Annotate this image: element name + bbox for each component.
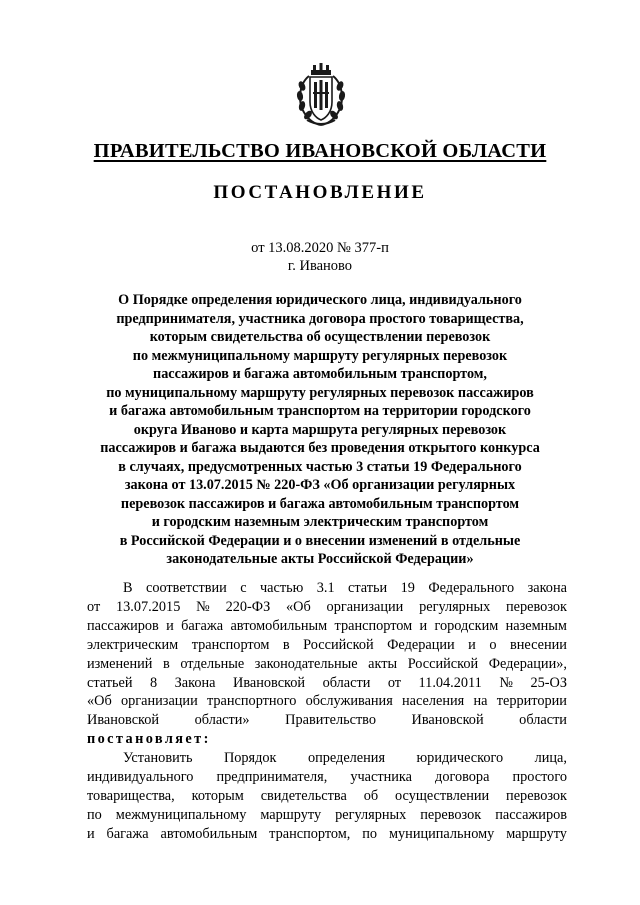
word: наземным [505,617,567,634]
word: договора [435,769,490,786]
word: Правительство [285,712,376,729]
word: перевозок [420,806,482,823]
word: Федерации [387,636,455,653]
word: закона [527,580,567,596]
word: частью [259,580,304,596]
word: «Об [87,693,112,710]
word: которым [191,787,244,804]
word: № [499,674,513,691]
word: Ивановской [87,712,160,729]
word: акты [368,655,398,672]
subject-line: перевозок пассажиров и багажа автомобильным транспортом [120,495,520,512]
word: перевозок [506,787,567,804]
subject-line: закона от 13.07.2015 № 220-ФЗ «Об организации регулярных [124,477,516,493]
word: области» [194,712,250,729]
word: В [123,580,133,596]
word: пассажиров [495,806,567,823]
resolves-word: постановляет: [87,731,211,748]
word: статьей [87,674,133,691]
word: и [166,617,174,634]
word: изменений [87,655,153,672]
date-number: от 13.08.2020 № 377-п [251,240,389,256]
word: населения [402,693,465,710]
body-line [87,749,567,768]
word: в [282,636,290,653]
word: автомобильным [160,825,258,842]
word: городским [434,617,499,634]
subject-line: и городским наземным электрическим транспортом [151,514,489,530]
word: лица, [534,750,567,767]
body-line [87,674,567,693]
subject-line: округа Иваново и карта маршрута регулярных перевозок [133,421,507,438]
word: регулярных [335,806,407,823]
word: области [519,712,567,729]
word: Российской [407,655,479,672]
word: в [163,655,170,672]
word: Федерального [428,580,515,596]
word: области [322,674,371,691]
word: Федерации», [488,655,567,672]
word: организации [120,693,198,710]
body-line [87,825,567,844]
resolution-subject [0,291,640,569]
word: 3.1 [316,580,335,596]
government-title: ПРАВИТЕЛЬСТВО ИВАНОВСКОЙ ОБЛАСТИ [93,140,547,162]
body-line [87,636,567,655]
word: обслуживания [305,693,393,710]
subject-line: пассажиров и багажа выдаются без проведения открытого конкурса [100,440,540,456]
word: транспортом, [269,825,351,842]
word: Закона [174,674,216,691]
body-line [87,579,567,598]
word: по [362,825,378,842]
word: с [240,580,247,596]
subject-line: предпринимателя, участника договора простого товарищества, [116,310,524,327]
subject-line: и багажа автомобильным транспортом на территории городского [109,403,531,419]
body-line [87,655,567,674]
body-line [87,806,567,825]
word: организации [326,598,404,615]
subject-line: в случаях, предусмотренных частью 3 статьи 19 Федерального [118,458,522,475]
word: Порядок [223,750,277,767]
document-meta [0,239,640,275]
word: свидетельства [260,787,347,804]
city: г. Иваново [287,258,353,274]
subject-line: пассажиров и багажа автомобильным транспортом, [153,366,487,382]
word: и [419,617,428,634]
word: маршруту [506,825,567,842]
word: Ивановской [233,674,306,691]
word: Установить [123,750,193,767]
word: товарищества, [87,787,175,804]
subject-line: которым свидетельства об осуществлении перевозок [149,329,491,345]
word: 11.04.2011 [418,674,482,691]
word: Ивановской [411,712,484,729]
subject-line: по муниципальному маршруту регулярных перевозок пассажиров [106,384,534,401]
word: 13.07.2015 [116,598,181,615]
body-line [87,768,567,787]
word: «Об [286,598,311,615]
document-type-heading: ПОСТАНОВЛЕНИЕ [213,182,427,203]
word: по [87,806,102,823]
word: простого [512,769,567,786]
word: транспортом [191,636,270,653]
word: 220-ФЗ [225,598,271,615]
word: багажа [181,617,224,634]
word: определения [307,750,386,767]
word: перевозок [506,598,567,615]
word: автомобильным [230,617,328,634]
subject-line: по межмуниципальному маршруту регулярных перевозок [132,347,508,364]
word: багажа [106,825,149,842]
word: муниципальному [388,825,495,842]
word: о [489,636,497,653]
word: на [473,693,488,710]
word: и [468,636,476,653]
word: законодательные [254,655,358,672]
word: от [87,598,101,615]
word: отдельные [180,655,245,672]
word: пассажиров [87,617,159,634]
word: 8 [150,674,158,691]
word: участника [350,769,412,786]
word: и [87,825,95,842]
word: транспортного [206,693,297,710]
body-line [87,711,567,730]
coat-of-arms-emblem [293,62,349,128]
word: Российской [303,636,374,653]
word: электрическим [87,636,179,653]
body-line [87,692,567,711]
body-line [87,598,567,617]
body-line [87,617,567,636]
word: об [363,787,379,804]
word: юридического [416,750,504,767]
word: транспортом [334,617,413,634]
word: маршруту [260,806,322,823]
word: территории [496,693,567,710]
word: статьи [348,580,388,596]
subject-line: законодательные акты Российской Федерации» [166,551,474,567]
word: предпринимателя, [216,769,328,786]
word: 19 [400,580,415,596]
word: индивидуального [87,769,194,786]
subject-line: О Порядке определения юридического лица, индивидуального [118,292,522,308]
word: межмуниципальному [115,806,247,823]
word: осуществлении [395,787,490,804]
document-body [87,579,567,844]
word: соответствии [145,580,227,596]
subject-line: в Российской Федерации и о внесении изменений в отдельные [119,532,521,549]
word: № [196,598,210,615]
word: от [387,674,402,691]
word: 25-ОЗ [530,674,567,691]
word: регулярных [419,598,491,615]
word: внесении [509,636,567,653]
body-line [87,787,567,806]
